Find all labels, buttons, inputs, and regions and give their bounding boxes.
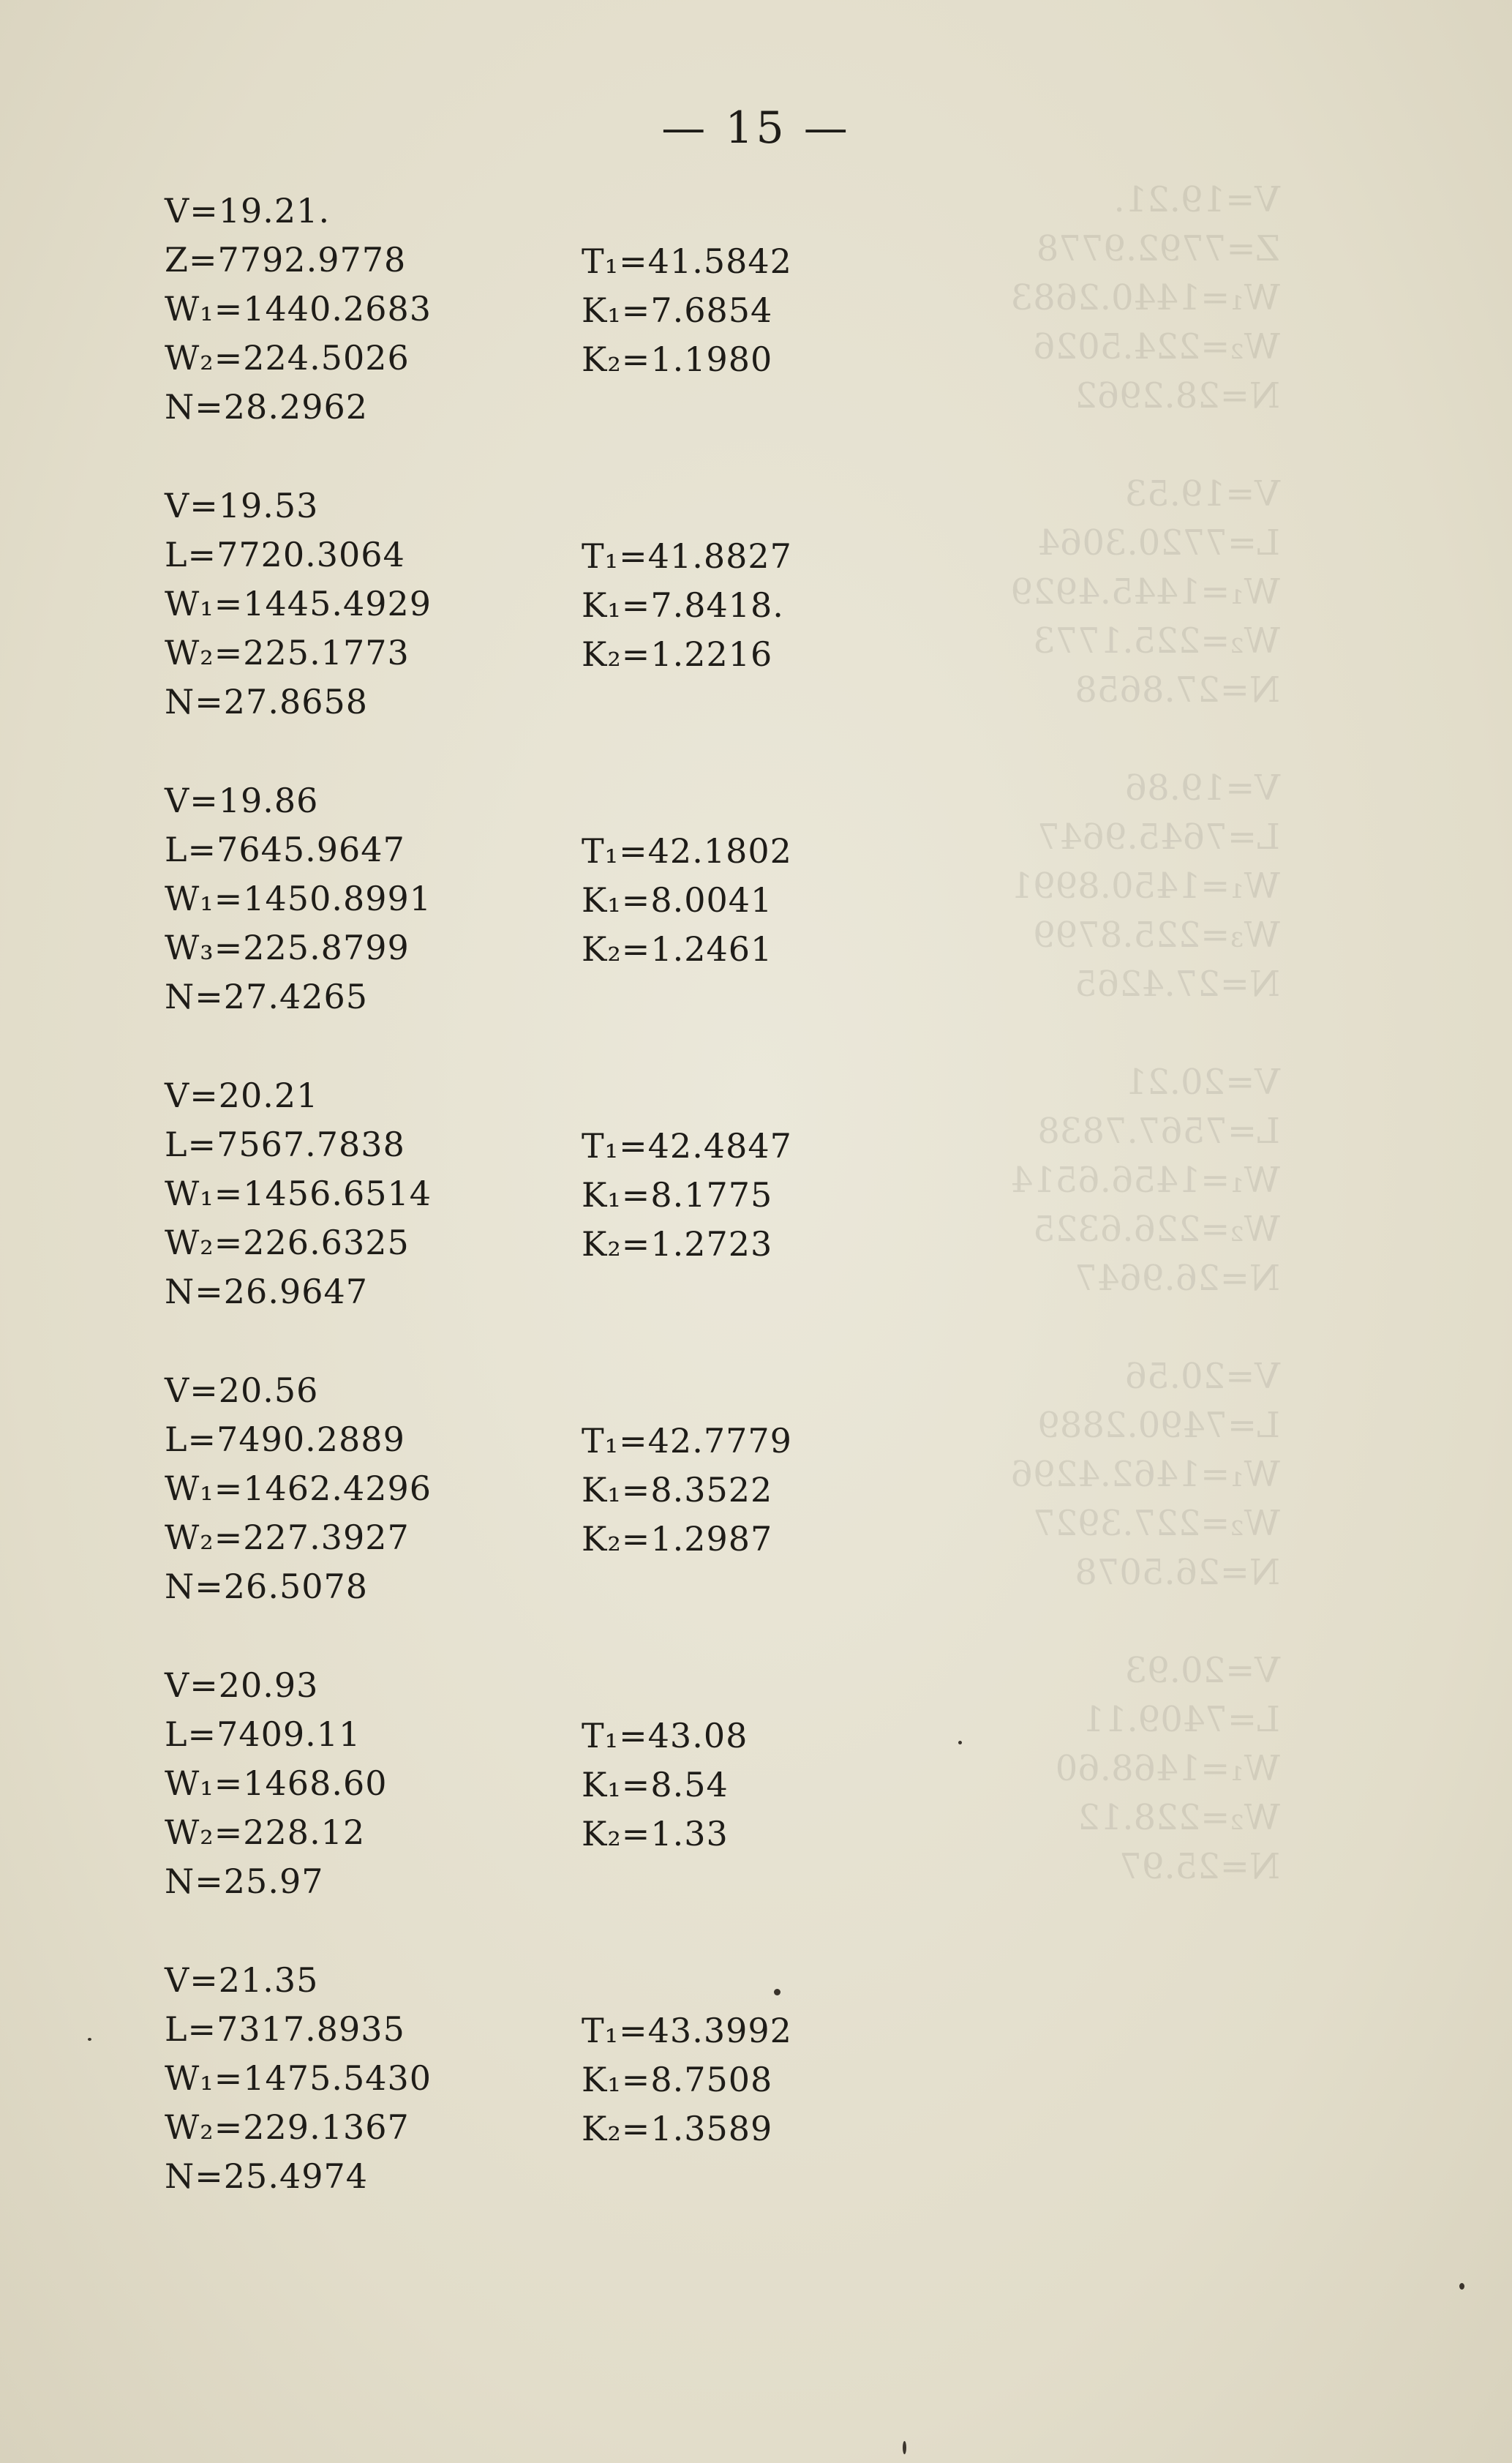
ink-speck xyxy=(958,1741,962,1744)
value-l: L=7720.3064 xyxy=(165,535,405,574)
data-block xyxy=(165,1661,823,1956)
left-column xyxy=(165,481,432,727)
data-block xyxy=(165,1366,823,1661)
value-t1: T₁=43.3992 xyxy=(582,2011,792,2050)
value-v: V=20.93 xyxy=(165,1665,319,1705)
left-column xyxy=(165,1661,388,1906)
value-v: V=21.35 xyxy=(165,1960,319,2000)
value-t1: T₁=42.7779 xyxy=(582,1421,792,1461)
value-l: L=7490.2889 xyxy=(165,1420,405,1459)
value-l: L=7567.7838 xyxy=(165,1125,405,1164)
value-k1: K₁=8.1775 xyxy=(582,1175,773,1215)
value-w1: W₁=1475.5430 xyxy=(165,2058,432,2098)
value-z: Z=7792.9778 xyxy=(165,240,407,280)
value-n: N=27.8658 xyxy=(165,682,369,721)
value-l: L=7645.9647 xyxy=(165,830,405,869)
value-t1: T₁=41.5842 xyxy=(582,241,792,281)
value-v: V=19.53 xyxy=(165,486,319,525)
value-l: L=7409.11 xyxy=(165,1714,361,1754)
value-t1: T₁=42.4847 xyxy=(582,1126,792,1166)
left-column xyxy=(165,1366,432,1611)
value-t1: T₁=43.08 xyxy=(582,1716,748,1755)
value-w1: W₁=1450.8991 xyxy=(165,879,432,918)
left-column xyxy=(165,187,432,432)
value-t1: T₁=42.1802 xyxy=(582,831,792,871)
value-k2: K₂=1.2723 xyxy=(582,1224,773,1264)
right-column xyxy=(582,532,792,679)
value-v: V=19.86 xyxy=(165,781,319,820)
value-w2: W₂=226.6325 xyxy=(165,1223,410,1262)
value-l: L=7317.8935 xyxy=(165,2009,405,2049)
left-column xyxy=(165,1071,432,1316)
data-block xyxy=(165,1071,823,1366)
value-k2: K₂=1.2461 xyxy=(582,929,773,969)
value-w3: W₃=225.8799 xyxy=(165,928,410,967)
value-w2: W₂=225.1773 xyxy=(165,633,410,672)
right-column xyxy=(582,2006,792,2153)
value-n: N=26.9647 xyxy=(165,1272,369,1311)
data-block xyxy=(165,481,823,776)
value-w1: W₁=1445.4929 xyxy=(165,584,432,623)
value-w2: W₂=224.5026 xyxy=(165,338,410,378)
data-block xyxy=(165,1956,823,2251)
ink-speck xyxy=(903,2441,906,2454)
value-k1: K₁=8.0041 xyxy=(582,880,773,920)
value-w1: W₁=1440.2683 xyxy=(165,289,432,329)
value-w1: W₁=1468.60 xyxy=(165,1763,388,1803)
right-column xyxy=(582,1122,792,1269)
value-n: N=28.2962 xyxy=(165,387,369,427)
value-k2: K₂=1.33 xyxy=(582,1814,729,1853)
value-k2: K₂=1.3589 xyxy=(582,2109,773,2148)
value-k1: K₁=8.7508 xyxy=(582,2060,773,2099)
value-w1: W₁=1456.6514 xyxy=(165,1174,432,1213)
value-n: N=25.4974 xyxy=(165,2156,369,2196)
value-k1: K₁=8.3522 xyxy=(582,1470,773,1510)
value-n: N=26.5078 xyxy=(165,1567,369,1606)
value-k1: K₁=7.8418. xyxy=(582,585,784,625)
value-n: N=27.4265 xyxy=(165,977,369,1016)
value-k2: K₂=1.2987 xyxy=(582,1519,773,1559)
value-v: V=20.21 xyxy=(165,1076,319,1115)
value-v: V=20.56 xyxy=(165,1371,319,1410)
show-through-text: V=19.21. Z=7792.9778 W₁=1440.2683 W₂=224.5026 N=28.2962 V=19.53 L=7720.3064 W₁=1445.4929 W₂=225.1773 N=27.8658 V=19.86 L=7645.9647 W₁=1450.8991 W₃=225.8799 N=27.4265 V=20.21 L=7567.7838 W₁=1456.6514 W₂=226.6325 N=26.9647 V=20.56 L=7490.2889 W₁=1462.4296 W₂=227.3927 N=26.5078 V=20.93 L=7409.11 W₁=1468.60 W₂=228.12 N=25.97 xyxy=(1010,179,1280,1887)
right-column xyxy=(582,237,792,384)
left-column xyxy=(165,776,432,1021)
data-block xyxy=(165,187,823,481)
right-column xyxy=(582,827,792,974)
value-t1: T₁=41.8827 xyxy=(582,536,792,576)
data-block xyxy=(165,776,823,1071)
data-blocks xyxy=(165,187,823,2251)
right-column xyxy=(582,1712,748,1859)
value-v: V=19.21. xyxy=(165,191,331,230)
value-w2: W₂=228.12 xyxy=(165,1812,366,1852)
value-k2: K₂=1.1980 xyxy=(582,340,773,379)
value-k1: K₁=7.6854 xyxy=(582,290,773,330)
right-column xyxy=(582,1417,792,1564)
page-number: — 15 — xyxy=(661,102,851,154)
value-w2: W₂=229.1367 xyxy=(165,2107,410,2147)
ink-speck xyxy=(88,2038,91,2041)
value-k1: K₁=8.54 xyxy=(582,1765,729,1804)
value-n: N=25.97 xyxy=(165,1862,324,1901)
value-w2: W₂=227.3927 xyxy=(165,1518,410,1557)
value-k2: K₂=1.2216 xyxy=(582,634,773,674)
left-column xyxy=(165,1956,432,2201)
ink-speck xyxy=(1459,2283,1464,2290)
value-w1: W₁=1462.4296 xyxy=(165,1469,432,1508)
ink-speck xyxy=(774,1989,781,1995)
